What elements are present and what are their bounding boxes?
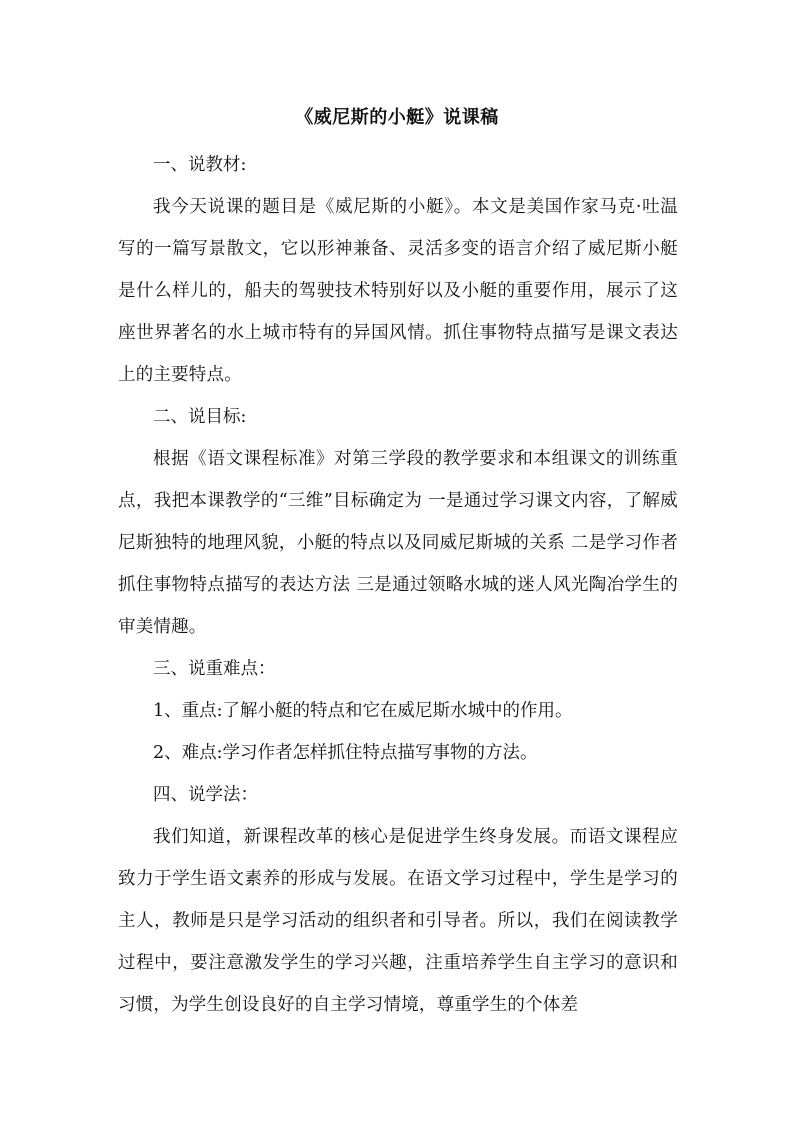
section-heading-objectives: 二、说目标: bbox=[153, 407, 247, 427]
paragraph-teaching-material: 我今天说课的题目是《威尼斯的小艇》。本文是美国作家马克·吐温写的一篇写景散文，它以形神兼备、灵活多变的语言介绍了威尼斯小艇是什么样儿的，船夫的驾驶技术特别好以及小艇的重要作用，展示了这座世界著名的水上城市特有的异国风情。抓住事物特点描写是课文表达上的主要特点。 bbox=[118, 197, 678, 385]
document-title: 《威尼斯的小艇》说课稿 bbox=[295, 107, 499, 128]
document-body bbox=[118, 144, 678, 1026]
list-item-key-point: 1、重点:了解小艇的特点和它在威尼斯水城中的作用。 bbox=[153, 701, 573, 721]
paragraph-learning-method: 我们知道，新课程改革的核心是促进学生终身发展。而语文课程应致力于学生语文素养的形成与发展。在语文学习过程中，学生是学习的主人，教师是只是学习活动的组织者和引导者。所以，我们在阅读教学过程中，要注意激发学生的学习兴趣，注重培养学生自主学习的意识和习惯，为学生创设良好的自主学习情境，尊重学生的个体差 bbox=[118, 827, 678, 1015]
section-heading-learning-method: 四、说学法： bbox=[153, 785, 258, 805]
section-heading-teaching-material: 一、说教材: bbox=[153, 155, 247, 175]
list-item-difficult-point: 2、难点:学习作者怎样抓住特点描写事物的方法。 bbox=[153, 743, 538, 763]
paragraph-objectives: 根据《语文课程标准》对第三学段的教学要求和本组课文的训练重点，我把本课教学的“三维”目标确定为 一是通过学习课文内容，了解威尼斯独特的地理风貌，小艇的特点以及同威尼斯城的关系 二是学习作者抓住事物特点描写的表达方法 三是通过领略水城的迷人风光陶冶学生的审美情趣。 bbox=[118, 449, 678, 637]
section-heading-key-points: 三、说重难点： bbox=[153, 659, 276, 679]
